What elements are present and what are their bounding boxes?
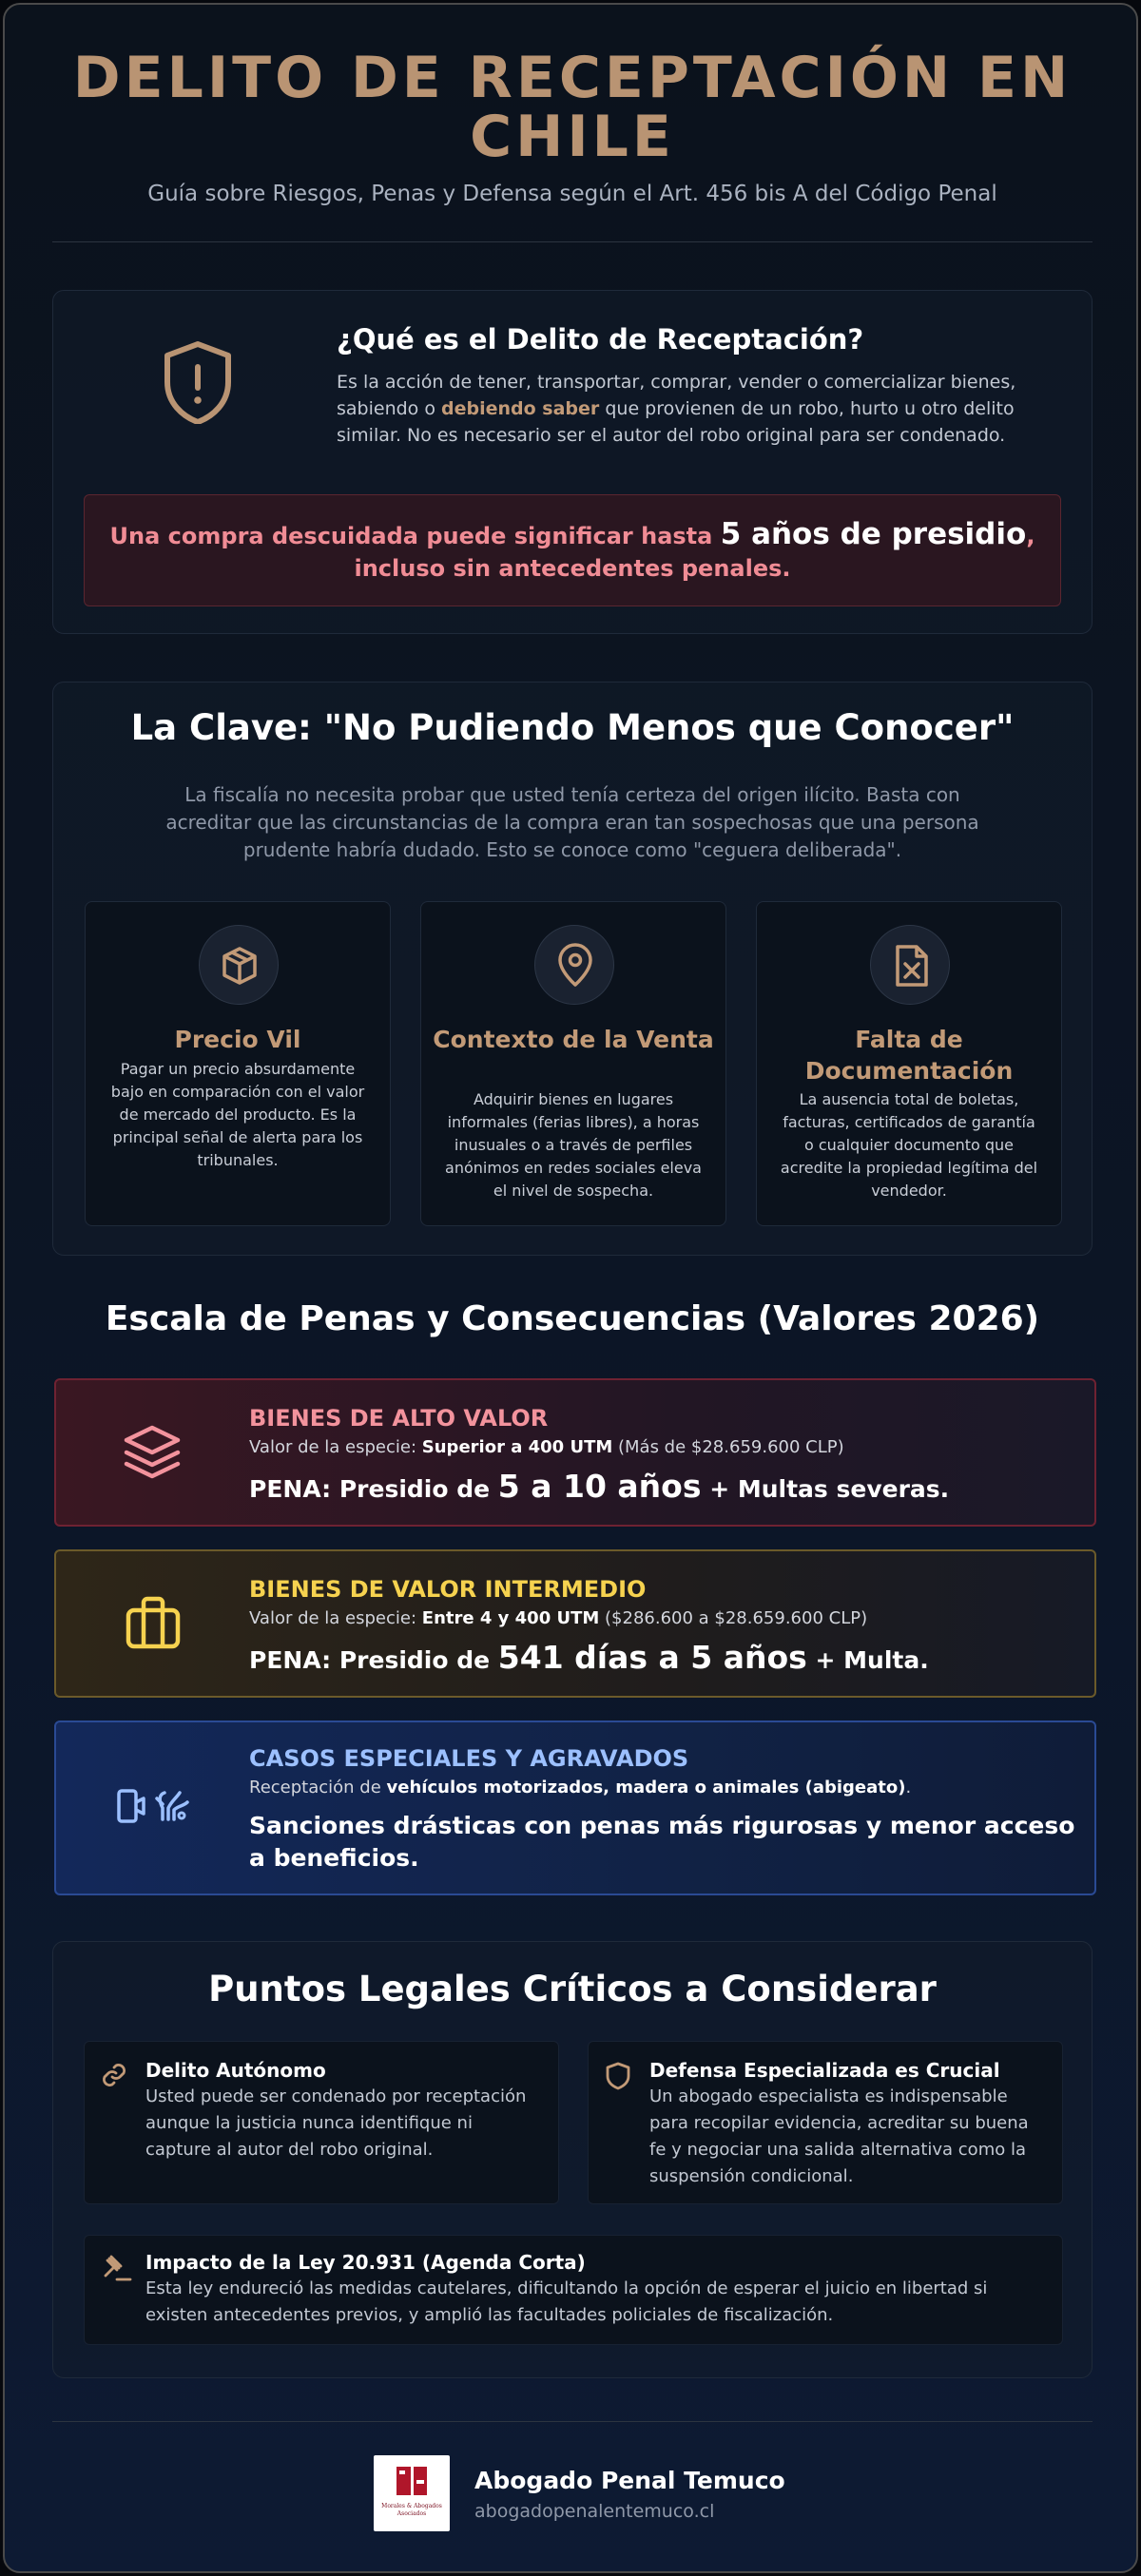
penalty-desc-b: Superior a 400 UTM: [421, 1437, 613, 1457]
legal-item: [588, 2041, 1063, 2204]
footer-url-link[interactable]: abogadopenalentemuco.cl: [474, 2501, 715, 2522]
penalty-line-big: 541 días a 5 años: [497, 1639, 807, 1676]
card-documentacion: [756, 901, 1062, 1226]
legal-title: Puntos Legales Críticos a Considerar: [208, 1969, 937, 2009]
intro-text: [337, 369, 1059, 449]
penalty-desc-c: (Más de $28.659.600 CLP): [612, 1437, 844, 1457]
penalty-desc-a: Valor de la especie:: [249, 1608, 422, 1628]
layers-icon: [123, 1424, 182, 1481]
shield-icon: [604, 2061, 632, 2091]
penalty-desc-c: ($286.600 a $28.659.600 CLP): [599, 1608, 868, 1628]
legal-item-title: Impacto de la Ley 20.931 (Agenda Corta): [145, 2251, 586, 2274]
penalty-line-a: PENA: Presidio de: [249, 1646, 498, 1674]
penalty-desc: [249, 1608, 867, 1628]
icon-circle: [534, 925, 614, 1005]
penalty-line-b: + Multa.: [806, 1646, 929, 1674]
penalty-desc: [249, 1778, 911, 1797]
alert-text-b: , incluso sin antecedentes penales.: [354, 523, 1035, 582]
icon-circle: [870, 925, 950, 1005]
icon-circle: [199, 925, 279, 1005]
firm-logo: [374, 2455, 450, 2531]
card-text: Adquirir bienes en lugares informales (ferias libres), a horas inusuales o a través de perfiles anónimos en redes sociales eleva el nivel de sospecha.: [445, 1090, 702, 1200]
penalty-desc-b: Entre 4 y 400 UTM: [421, 1608, 600, 1628]
firm-logo-icon: [393, 2463, 431, 2499]
penalty-line: [249, 1468, 949, 1505]
page-title: DELITO DE RECEPTACIÓN EN CHILE: [72, 45, 1073, 170]
card-precio-vil: [85, 901, 391, 1226]
map-pin-icon: [554, 943, 596, 989]
card-title: Falta de Documentación: [804, 1026, 1014, 1085]
page-subtitle: Guía sobre Riesgos, Penas y Defensa según el Art. 456 bis A del Código Penal: [147, 182, 997, 206]
penalty-line: Sanciones drásticas con penas más rigurosas y menor acceso a beneficios.: [249, 1812, 1075, 1872]
penalty-desc-a: Receptación de: [249, 1778, 387, 1797]
vehicle-animal-icon: [115, 1787, 193, 1825]
footer-firm-name: Abogado Penal Temuco: [474, 2467, 785, 2494]
key-text: La fiscalía no necesita probar que usted tenía certeza del origen ilícito. Basta con acreditar que las circunstancias de la compra eran tan sospechosas que una persona prudente habría dudado. Esto se conoce como "ceguera deliberada".: [165, 783, 979, 861]
alert-text: [85, 518, 1060, 585]
card-title: Precio Vil: [174, 1026, 301, 1053]
intro-text-b: que provienen de un robo, hurto u otro delito similar. No es necesario ser el autor del robo original para ser condenado.: [337, 398, 1015, 446]
legal-section: [52, 1941, 1093, 2378]
legal-item: [84, 2235, 1063, 2345]
header-divider: [52, 241, 1093, 242]
penalty-mid: [54, 1549, 1096, 1698]
intro-title: ¿Qué es el Delito de Receptación?: [337, 323, 864, 356]
alert-text-a: Una compra descuidada puede significar hasta: [109, 523, 721, 549]
intro-text-highlight: debiendo saber: [441, 398, 600, 419]
link-icon: [100, 2061, 128, 2089]
legal-item-title: Delito Autónomo: [145, 2059, 326, 2082]
gavel-icon: [100, 2253, 132, 2283]
penalty-title: BIENES DE VALOR INTERMEDIO: [249, 1576, 647, 1603]
legal-item-text: Un abogado especialista es indispensable para recopilar evidencia, acreditar su buena fe y negociar una salida alternativa como la suspensión condicional.: [649, 2086, 1029, 2186]
penalty-line: [249, 1639, 929, 1676]
footer-divider: [52, 2421, 1093, 2422]
penalty-desc-a: Valor de la especie:: [249, 1437, 422, 1457]
penalty-title: CASOS ESPECIALES Y AGRAVADOS: [249, 1745, 689, 1772]
card-contexto: [420, 901, 726, 1226]
penalty-high: [54, 1378, 1096, 1527]
penalty-desc-c: .: [905, 1778, 912, 1797]
penalty-line-big: 5 a 10 años: [497, 1468, 702, 1505]
key-section: [52, 682, 1093, 1256]
penalty-desc-b: vehículos motorizados, madera o animales (abigeato): [386, 1778, 906, 1797]
box-icon: [219, 945, 261, 987]
penalty-title: BIENES DE ALTO VALOR: [249, 1405, 549, 1432]
legal-item-text: Usted puede ser condenado por receptación aunque la justicia nunca identifique ni capture al autor del robo original.: [145, 2086, 527, 2160]
header: [52, 45, 1093, 170]
shield-alert-icon: [160, 340, 236, 424]
alert-box: [84, 494, 1061, 606]
briefcase-icon: [125, 1595, 182, 1650]
intro-card: [52, 290, 1093, 634]
key-title: La Clave: "No Pudiendo Menos que Conocer": [130, 707, 1015, 748]
penalties-title: Escala de Penas y Consecuencias (Valores 2026): [105, 1299, 1040, 1338]
card-title: Contexto de la Venta: [433, 1026, 714, 1053]
card-text: Pagar un precio absurdamente bajo en comparación con el valor de mercado del producto. Es la principal señal de alerta para los tribunales.: [110, 1060, 365, 1169]
penalty-line-b: + Multas severas.: [701, 1475, 950, 1503]
intro-text-a: Es la acción de tener, transportar, comprar, vender o comercializar bienes, sabiendo o: [337, 372, 1016, 419]
penalty-special: [54, 1721, 1096, 1895]
file-x-icon: [892, 943, 930, 989]
legal-item-title: Defensa Especializada es Crucial: [649, 2059, 1000, 2082]
penalty-line-a: PENA: Presidio de: [249, 1475, 498, 1503]
alert-highlight: 5 años de presidio: [720, 517, 1027, 551]
legal-item: [84, 2041, 559, 2204]
firm-logo-text: Morales & Abogados Asociados: [381, 2503, 442, 2517]
penalty-desc: [249, 1437, 844, 1457]
page-frame: [3, 3, 1138, 2573]
legal-item-text: Esta ley endureció las medidas cautelares, dificultando la opción de esperar el juicio en libertad si existen antecedentes previos, y amplió las facultades policiales de fiscalización.: [145, 2278, 988, 2325]
card-text: La ausencia total de boletas, facturas, certificados de garantía o cualquier documento que acredite la propiedad legítima del vendedor.: [780, 1090, 1038, 1200]
